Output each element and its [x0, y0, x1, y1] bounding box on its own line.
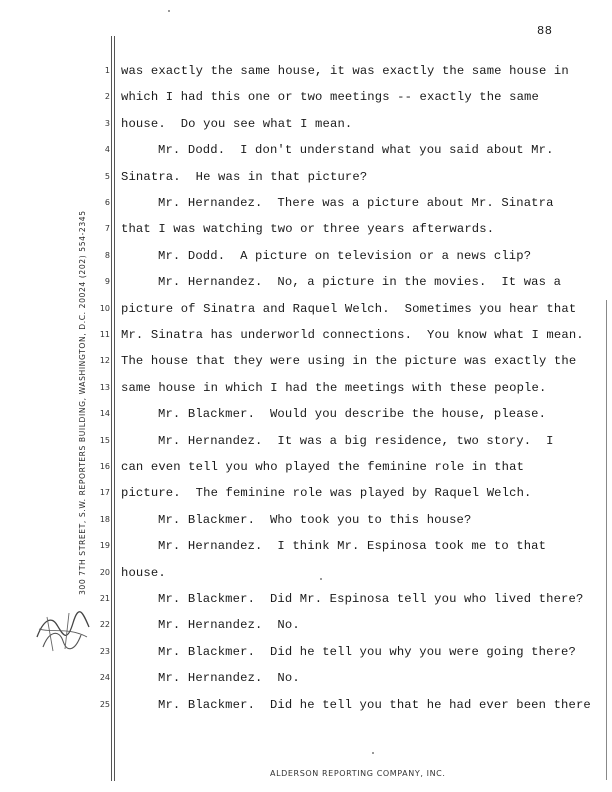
transcript-line: Mr. Hernandez. It was a big residence, two story. I [158, 433, 554, 448]
left-margin-rule-inner [114, 36, 115, 781]
initials-stamp-icon [33, 607, 93, 655]
line-number: 1 [104, 66, 110, 75]
line-number: 10 [99, 303, 110, 313]
transcript-line: Mr. Hernandez. I think Mr. Espinosa took me to that [158, 539, 547, 554]
transcript-line: Mr. Blackmer. Did Mr. Espinosa tell you who lived there? [158, 592, 584, 606]
line-number: 8 [104, 250, 110, 260]
line-number: 6 [104, 198, 110, 207]
transcript-line: can even tell you who played the feminine role in that [121, 460, 525, 474]
transcript-line: Mr. Hernandez. There was a picture about Mr. Sinatra [158, 196, 554, 210]
line-number: 11 [99, 330, 110, 339]
transcript-line: was exactly the same house, it was exactly the same house in [121, 64, 569, 78]
line-number: 4 [104, 145, 110, 155]
speck [372, 752, 374, 754]
line-number: 19 [99, 541, 110, 551]
line-number: 25 [99, 699, 110, 709]
line-number: 15 [99, 435, 110, 445]
line-number: 20 [99, 567, 110, 577]
speck [168, 10, 170, 12]
left-margin-rule [111, 36, 112, 781]
transcript-line: Mr. Sinatra has underworld connections. You know what I mean. [121, 328, 584, 342]
transcript-line: Mr. Hernandez. No. [158, 671, 300, 686]
transcript-line: which I had this one or two meetings -- exactly the same [121, 90, 539, 105]
footer-company: ALDERSON REPORTING COMPANY, INC. [270, 769, 446, 778]
transcript-line: Mr. Dodd. A picture on television or a news clip? [158, 248, 532, 263]
transcript-line: same house in which I had the meetings with these people. [121, 380, 547, 395]
transcript-line: picture. The feminine role was played by Raquel Welch. [121, 486, 532, 501]
transcript-line: picture of Sinatra and Raquel Welch. Sometimes you hear that [121, 301, 577, 316]
line-number: 14 [99, 409, 110, 419]
line-number: 16 [99, 462, 110, 471]
transcript-line: Mr. Hernandez. No, a picture in the movies. It was a [158, 275, 562, 290]
transcript-line: house. [121, 565, 166, 580]
transcript-line: Mr. Blackmer. Did he tell you that he had ever been there [158, 697, 591, 712]
transcript-line: The house that they were using in the picture was exactly the [121, 354, 577, 369]
transcript-line: Mr. Blackmer. Would you describe the house, please. [158, 407, 547, 422]
transcript-line: Mr. Dodd. I don't understand what you said about Mr. [158, 143, 554, 158]
page-number: 88 [537, 24, 553, 38]
transcript-line: Mr. Hernandez. No. [158, 618, 300, 633]
line-number: 3 [104, 118, 110, 128]
line-number: 22 [99, 620, 110, 630]
line-number: 17 [99, 488, 110, 498]
line-number: 18 [99, 514, 110, 524]
line-number: 23 [99, 646, 110, 656]
line-number: 12 [99, 356, 110, 366]
transcript-line: house. Do you see what I mean. [121, 116, 353, 131]
transcript-line: Mr. Blackmer. Did he tell you why you were going there? [158, 644, 576, 659]
line-number: 21 [99, 594, 110, 603]
line-number: 24 [99, 673, 110, 683]
line-number: 7 [104, 224, 110, 234]
transcript-line: that I was watching two or three years afterwards. [121, 222, 495, 237]
line-number: 13 [99, 382, 110, 392]
line-number: 5 [104, 171, 110, 181]
transcript-line: Mr. Blackmer. Who took you to this house? [158, 512, 472, 527]
speck [320, 578, 322, 580]
line-number: 2 [104, 92, 110, 102]
reporter-address-margin: 300 7TH STREET, S.W. REPORTERS BUILDING, WASHINGTON, D.C. 20024 (202) 554-2345 [78, 210, 87, 595]
transcript-line: Sinatra. He was in that picture? [121, 169, 368, 184]
right-margin-rule [606, 300, 607, 780]
line-number: 9 [104, 277, 110, 287]
